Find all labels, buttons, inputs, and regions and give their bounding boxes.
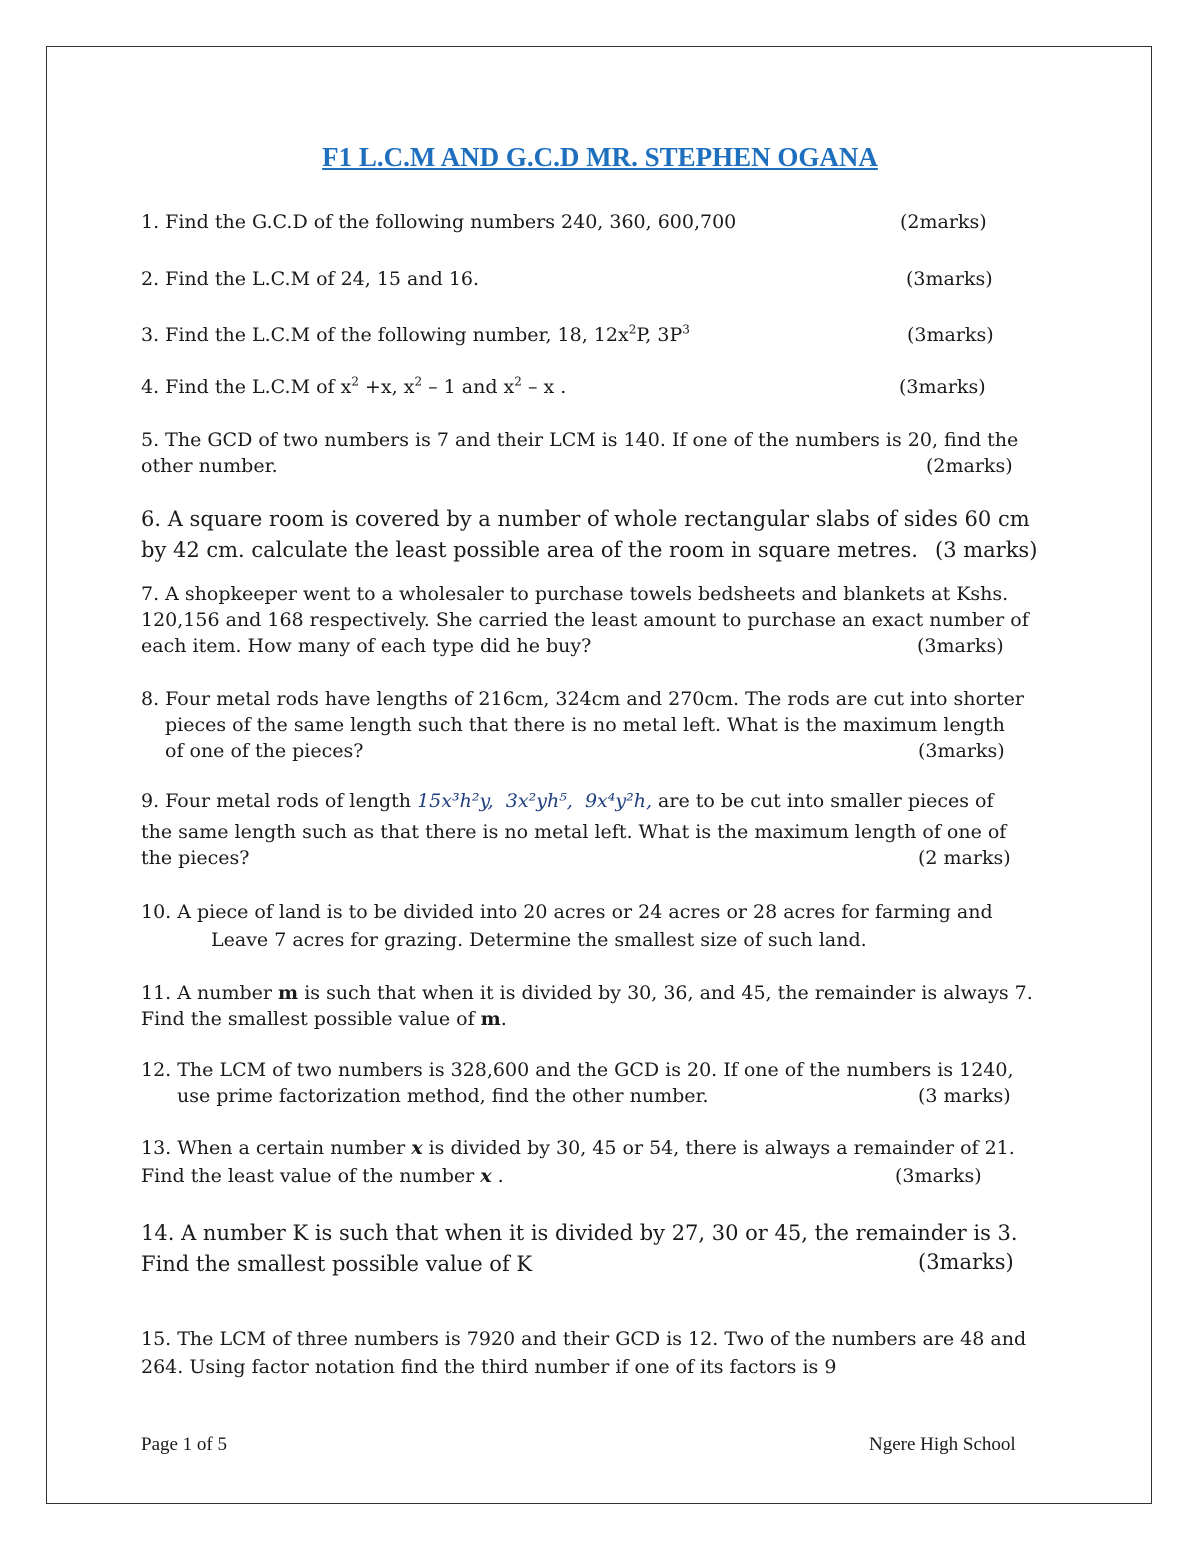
question-15: 15. The LCM of three numbers is 7920 and their GCD is 12. Two of the numbers are 48 and 264. Using factor notation find the third number if one of its factors is 9 [141, 1328, 1027, 1378]
question-13: 13. When a certain number x is divided by 30, 45 or 54, there is always a remainder of 21. Find the least value of the number x . [141, 1137, 1015, 1187]
question-9: 9. Four metal rods of length 15x³h²y, 3x²yh⁵, 9x⁴y²h, are to be cut into smaller pieces of the same length such as that there is no metal left. What is the maximum length of one of the pieces? [141, 790, 1007, 869]
question-10: 10. A piece of land is to be divided into 20 acres or 24 acres or 28 acres for farming and Leave 7 acres for grazing. Determine the smallest size of such land. [141, 901, 993, 951]
math-expression-1: 15x³h²y, [417, 790, 494, 812]
question-12: 12. The LCM of two numbers is 328,600 and the GCD is 20. If one of the numbers is 1240, use prime factorization method, find the other number. [141, 1059, 1014, 1107]
question-1: 1. Find the G.C.D of the following numbers 240, 360, 600,700 [141, 211, 737, 233]
question-11: 11. A number m is such that when it is divided by 30, 36, and 45, the remainder is always 7. Find the smallest possible value of m. [141, 982, 1033, 1030]
question-14-marks: (3marks) [918, 1250, 1014, 1274]
page-border [46, 46, 1152, 1504]
math-expression-2: 3x²yh⁵, [505, 790, 573, 812]
question-5: 5. The GCD of two numbers is 7 and their LCM is 140. If one of the numbers is 20, find the other number. [141, 429, 1019, 477]
page-title: F1 L.C.M AND G.C.D MR. STEPHEN OGANA [322, 142, 878, 172]
question-13-marks: (3marks) [895, 1165, 982, 1187]
question-8-marks: (3marks) [918, 740, 1005, 762]
question-6: 6. A square room is covered by a number of whole rectangular slabs of sides 60 cm by 42 cm. calculate the least possible area of the room in square metres. [141, 507, 1030, 562]
question-9-marks: (2 marks) [918, 847, 1011, 869]
footer-page-number: Page 1 of 5 [141, 1434, 228, 1455]
question-4: 4. Find the L.C.M of $x^2 +x$, $x^2 - 1$ and $x^2$ – x . [141, 374, 567, 398]
question-3: 3. Find the L.C.M of the following number, 18, $12x^2P$, $3P^3$ [141, 322, 690, 346]
footer-school-name: Ngere High School [869, 1434, 1016, 1455]
question-2: 2. Find the L.C.M of 24, 15 and 16. [141, 268, 480, 290]
question-2-marks: (3marks) [906, 268, 993, 290]
question-7: 7. A shopkeeper went to a wholesaler to purchase towels bedsheets and blankets at Kshs. 120,156 and 168 respectively. She carried the least amount to purchase an exact number of each item. How many of each type did he buy? [141, 583, 1029, 657]
question-12-marks: (3 marks) [918, 1085, 1011, 1107]
question-8: 8. Four metal rods have lengths of 216cm, 324cm and 270cm. The rods are cut into shorter pieces of the same length such that there is no metal left. What is the maximum length of one of the pieces? [141, 688, 1024, 762]
question-5-marks: (2marks) [926, 455, 1013, 477]
question-6-marks: (3 marks) [935, 538, 1038, 562]
question-7-marks: (3marks) [917, 635, 1004, 657]
question-14: 14. A number K is such that when it is divided by 27, 30 or 45, the remainder is 3. Find the smallest possible value of K [141, 1221, 1018, 1276]
question-3-marks: (3marks) [907, 324, 994, 346]
math-expression-3: 9x⁴y²h, [584, 790, 653, 812]
question-1-marks: (2marks) [900, 211, 987, 233]
question-4-marks: (3marks) [899, 376, 986, 398]
